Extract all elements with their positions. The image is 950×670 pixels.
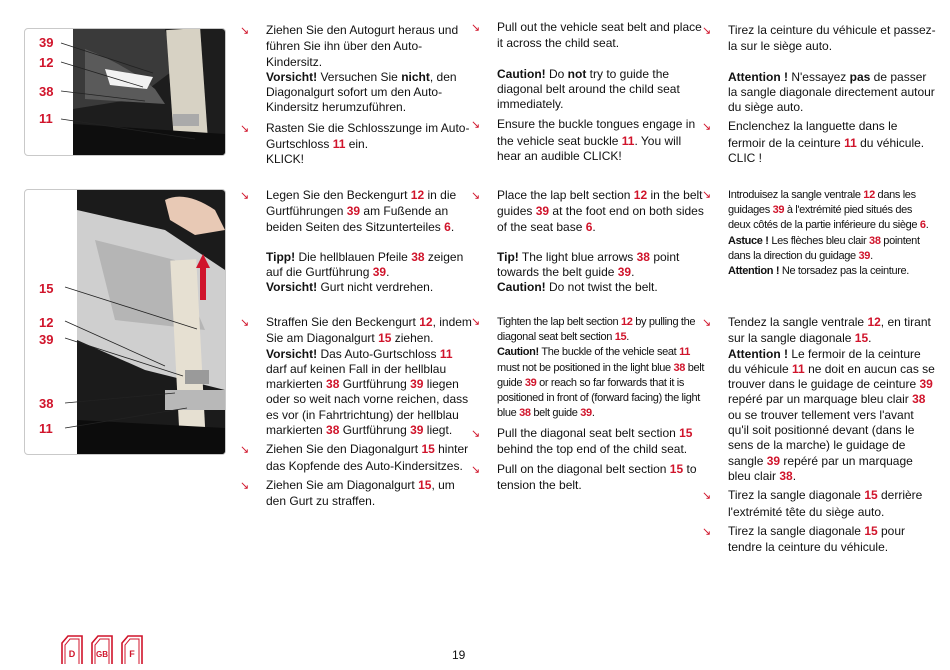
fr-step-1: ↘ Tirez la ceinture du véhicule et passez-la sur le siège auto. Attention ! N'essayez pas de passer la sangle diagonale directement autour du siège auto. ↘ Enclenchez la languette dans le fermoir de la ceinture 11 du véhicule. CLIC ! [702, 23, 936, 166]
callout-39: 39 [39, 35, 54, 50]
de-step-3: ↘ Legen Sie den Beckengurt 12 in die Gurtführungen 39 am Fußende an beiden Seiten des Sitzunterteiles 6. Tipp! Die hellblauen Pfeile 38 zeigen auf die Gurtführung 39. Vorsicht! Gurt nicht verdrehen. [240, 188, 464, 295]
arrow-bullet-icon: ↘ [471, 428, 481, 440]
language-flag-de-icon [60, 633, 84, 665]
callout-11: 11 [39, 421, 53, 436]
callout-11: 11 [39, 111, 53, 126]
arrow-bullet-icon: ↘ [471, 316, 480, 328]
de-step-1: ↘ Ziehen Sie den Autogurt heraus und führen Sie ihn über den Auto-Kindersitz. Vorsicht! Versuchen Sie nicht, den Diagonalgurt sofort um den Auto-Kindersitz herumzuführen. ↘ Rasten Sie die Schlosszunge im Auto-Gurtschloss 11 ein. KLICK! [240, 23, 470, 167]
arrow-bullet-icon: ↘ [240, 317, 250, 329]
arrow-bullet-icon: ↘ [240, 190, 250, 202]
callout-12: 12 [39, 55, 54, 70]
page-number: 19 [452, 648, 466, 662]
arrow-bullet-icon: ↘ [240, 444, 250, 457]
callout-38: 38 [39, 84, 54, 99]
arrow-bullet-icon: ↘ [702, 490, 712, 503]
arrow-bullet-icon: ↘ [471, 190, 481, 202]
callout-12: 12 [39, 315, 54, 330]
language-flag-gb-icon [90, 633, 114, 665]
svg-text:F: F [129, 649, 135, 659]
callout-15: 15 [39, 281, 54, 296]
figure-top [24, 28, 226, 156]
fr-step-3: ↘ Introduisez la sangle ventrale 12 dans les guidages 39 à l'extrémité pied situés des deux côtés de la partie inférieure du siège 6. Astuce ! Les flèches bleu clair 38 pointent dans la direction du guidage 39. Attention ! Ne torsadez pas la ceinture. [702, 189, 929, 278]
arrow-bullet-icon: ↘ [240, 479, 250, 492]
language-flag-fr-icon [120, 633, 144, 665]
arrow-bullet-icon: ↘ [702, 189, 711, 201]
de-step-5: ↘ Straffen Sie den Beckengurt 12, indem Sie am Diagonalgurt 15 ziehen. Vorsicht! Das Auto-Gurtschloss 11 darf auf keinen Fall in der hellblau markierten 38 Gurtführung 39 liegen oder so weit nach vorne reichen, dass es vor (in Fahrtrichtung) der hellblau markierten 38 Gurtführung 39 liegt. ↘ Ziehen Sie den Diagonalgurt 15 hinter das Kopfende des Auto-Kindersitzes. ↘ Ziehen Sie am Diagonalgurt 15, um den Gurt zu straffen. [240, 315, 472, 509]
arrow-bullet-icon: ↘ [240, 25, 250, 37]
arrow-bullet-icon: ↘ [702, 525, 712, 538]
arrow-bullet-icon: ↘ [240, 122, 250, 135]
svg-text:GB: GB [96, 650, 108, 659]
en-step-1: ↘ Pull out the vehicle seat belt and place it across the child seat. Caution! Do not try to guide the diagonal belt around the child seat immediately. ↘ Ensure the buckle tongues engage in the vehicle seat buckle 11. You will hear an audible CLICK! [471, 20, 702, 164]
arrow-bullet-icon: ↘ [702, 121, 712, 134]
fr-step-5: ↘ Tendez la sangle ventrale 12, en tirant sur la sangle diagonale 15. Attention ! Le fermoir de la ceinture du véhicule 11 ne doit en aucun cas se trouver dans le guidage de ceinture 39 repéré par un marquage bleu clair 38 ou se trouver tellement vers l'avant qu'il soit positionné devant (dans le sens de la marche) le guidage de sangle 39 repéré par un marquage bleu clair 38. ↘ Tirez la sangle diagonale 15 derrière l'extrémité tête du siège auto. ↘ Tirez la sangle diagonale 15 pour tendre la ceinture du véhicule. [702, 315, 935, 555]
arrow-bullet-icon: ↘ [702, 317, 712, 329]
svg-text:D: D [68, 649, 76, 659]
en-step-3: ↘ Place the lap belt section 12 in the belt guides 39 at the foot end on both sides of the seat base 6. Tip! The light blue arrows 38 point towards the belt guide 39. Caution! Do not twist the belt. [471, 188, 704, 295]
arrow-bullet-icon: ↘ [471, 463, 481, 476]
callout-38: 38 [39, 396, 54, 411]
figure-bottom [24, 189, 226, 455]
en-step-5: ↘ Tighten the lap belt section 12 by pulling the diagonal seat belt section 15. Caution! The buckle of the vehicle seat 11 must not be positioned in the light blue 38 belt guide 39 or reach so far forwards that it is positioned in front of (forward facing) the light blue 38 belt guide 39. [471, 316, 705, 420]
arrow-bullet-icon: ↘ [702, 25, 712, 37]
arrow-bullet-icon: ↘ [471, 119, 481, 132]
en-step-6: ↘ Pull the diagonal seat belt section 15 behind the top end of the child seat. ↘ Pull on the diagonal belt section 15 to tension the belt. [471, 426, 697, 492]
callout-39: 39 [39, 332, 54, 347]
arrow-bullet-icon: ↘ [471, 22, 481, 34]
